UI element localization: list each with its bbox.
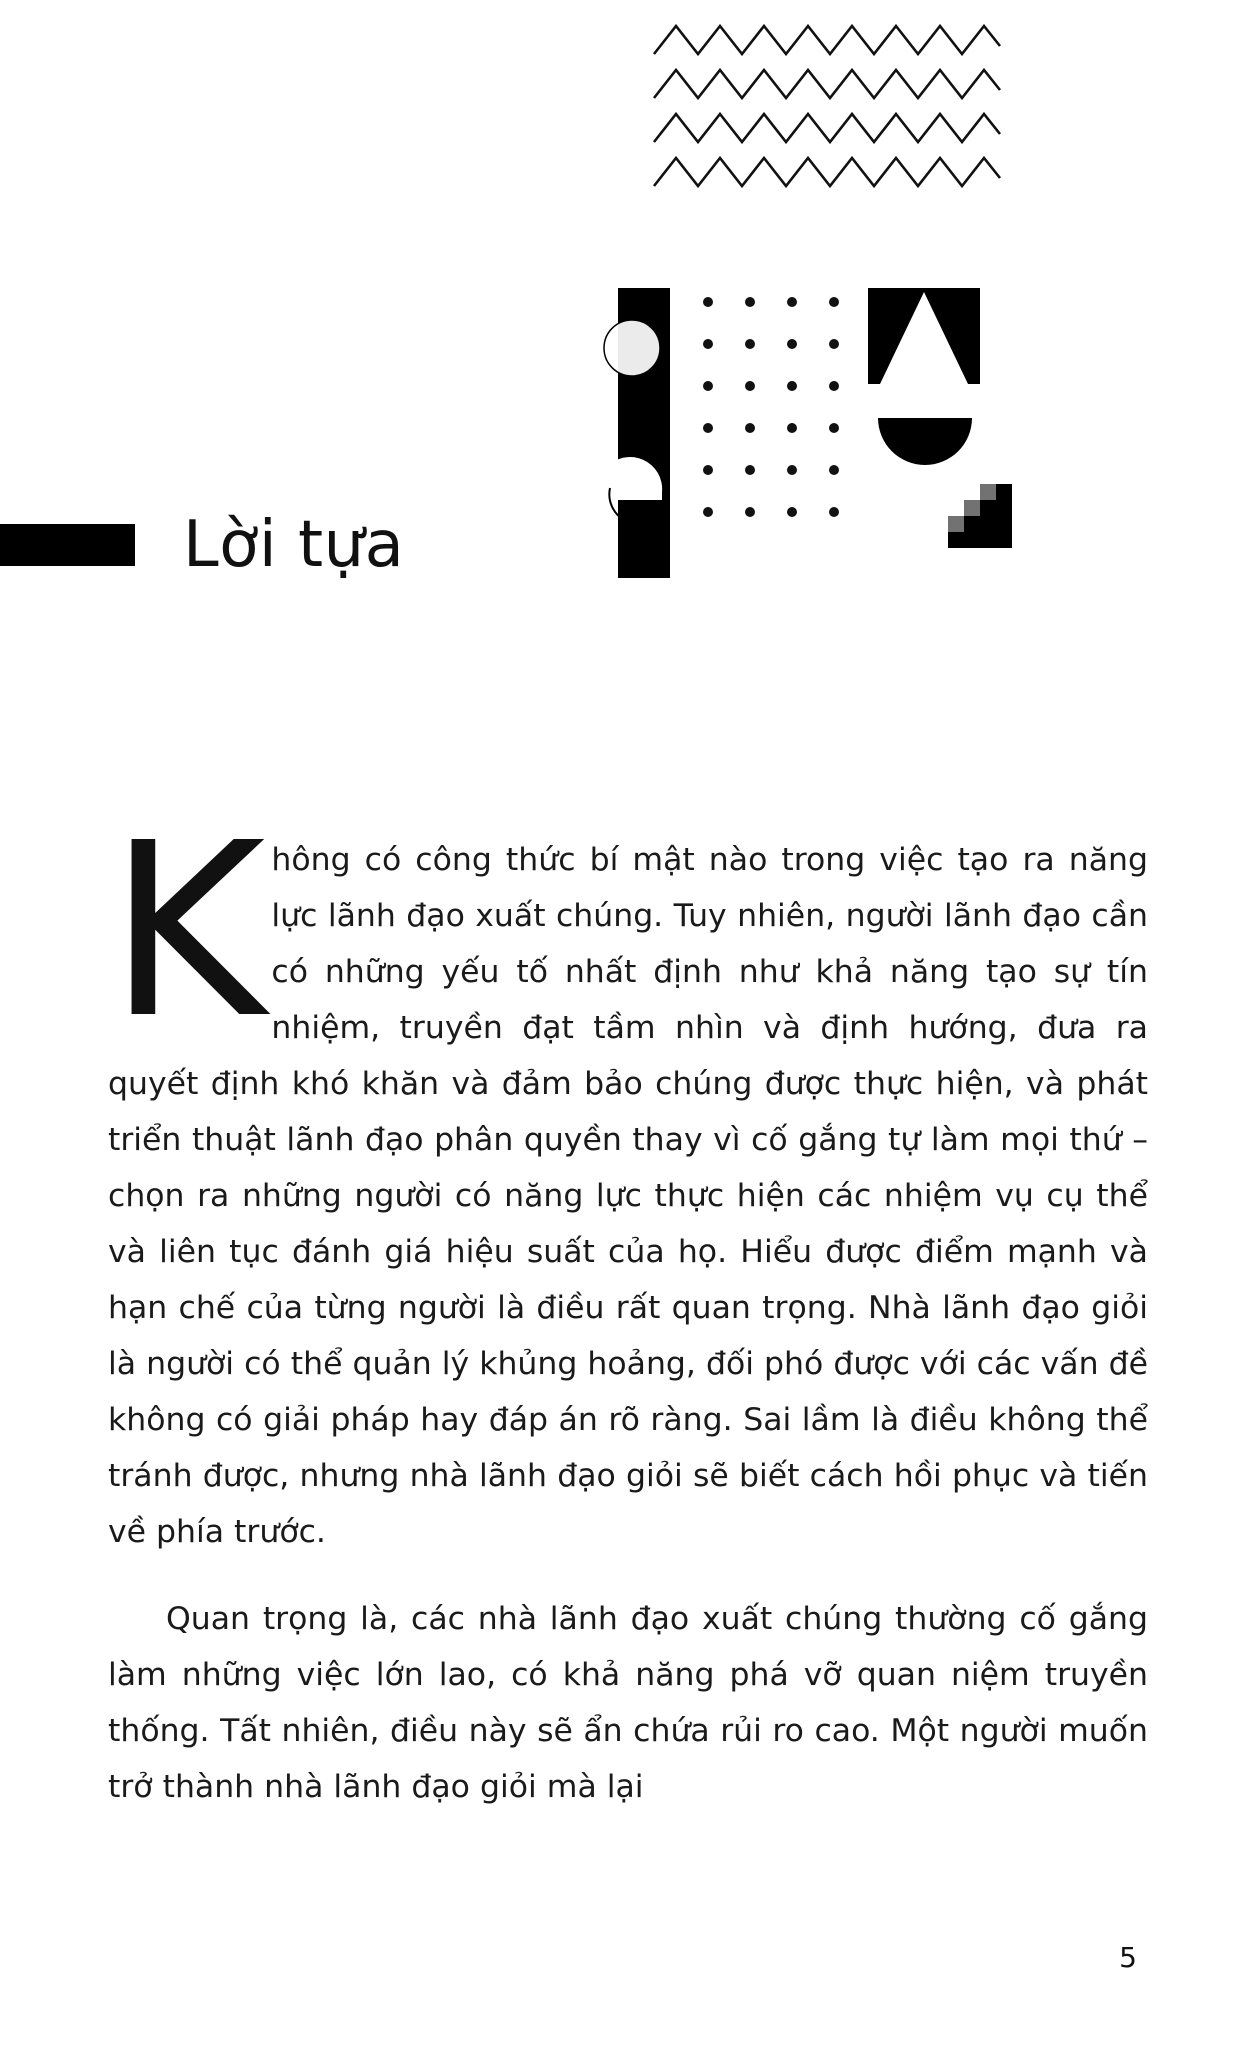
paragraph-1 (108, 790, 1148, 1560)
solid-bar-rule-icon (0, 524, 135, 566)
body-text (108, 790, 1148, 1815)
page-number: 5 (1119, 1941, 1137, 1974)
drop-cap: K (108, 790, 266, 1071)
page-title: Lời tựa (183, 508, 405, 582)
paragraph-1-text: hông có công thức bí mật nào trong việc tạo ra năng lực lãnh đạo xuất chúng. Tuy nhiên, người lãnh đạo cần có những yếu tố nhất định như khả năng tạo sự tín nhiệm, truyền đạt tầm nhìn và định hướng, đưa ra quyết định khó khăn và đảm bảo chúng được thực hiện, và phát triển thuật lãnh đạo phân quyền thay vì cố gắng tự làm mọi thứ – chọn ra những người có năng lực thực hiện các nhiệm vụ cụ thể và liên tục đánh giá hiệu suất của họ. Hiểu được điểm mạnh và hạn chế của từng người là điều rất quan trọng. Nhà lãnh đạo giỏi là người có thể quản lý khủng hoảng, đối phó được với các vấn đề không có giải pháp hay đáp án rõ ràng. Sai lầm là điều không thể tránh được, nhưng nhà lãnh đạo giỏi sẽ biết cách hồi phục và tiến về phía trước. (108, 841, 1148, 1550)
zigzag-pattern-icon (652, 24, 1002, 204)
paragraph-2: Quan trọng là, các nhà lãnh đạo xuất chúng thường cố gắng làm những việc lớn lao, có khả năng phá vỡ quan niệm truyền thống. Tất nhiên, điều này sẽ ẩn chứa rủi ro cao. Một người muốn trở thành nhà lãnh đạo giỏi mà lại (108, 1601, 1148, 1805)
chapter-heading (0, 500, 460, 590)
abstract-geometric-composition-icon (600, 288, 1040, 608)
